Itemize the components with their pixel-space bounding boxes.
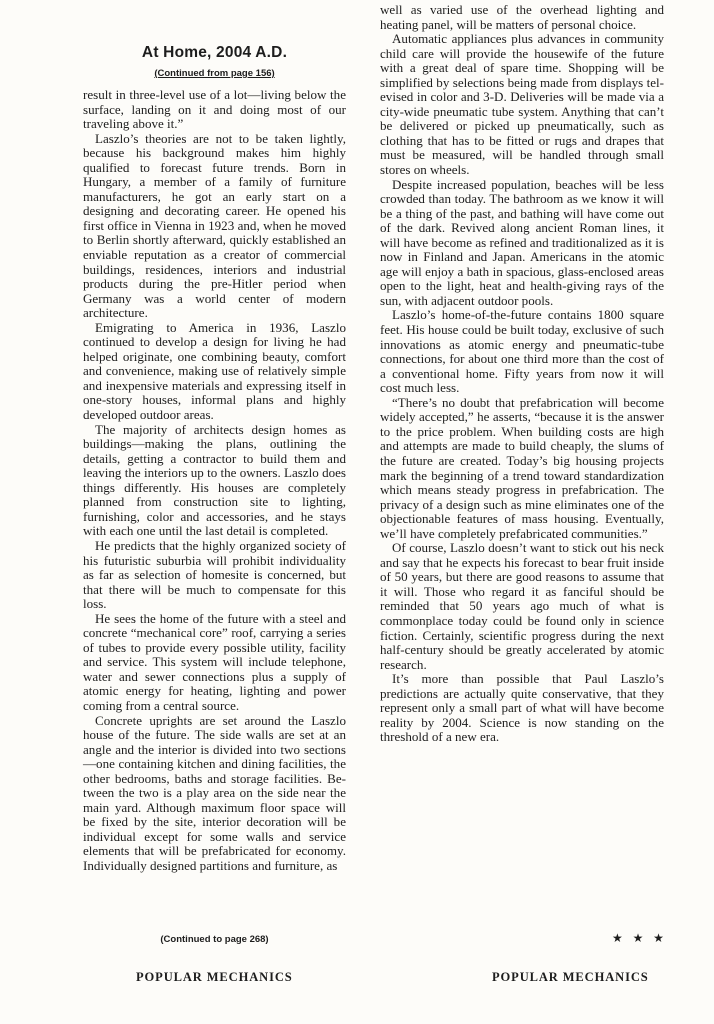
paragraph: Despite increased population, beaches will be less crowded than today. The bathroom as we know it will be a thing of the past, and bathing will have come out of the dark. Revived along ancient Roman lines, it will have become as refined and traditionalized as it is now in Finland and Japan. Americans in the atomic age will enjoy a bath in spacious, glass-enclosed areas open to the light, heat and health-giving rays of the sun, with adjacent outdoor pools. [380, 176, 664, 308]
end-mark-stars: ★ ★ ★ [612, 931, 667, 945]
article-title: At Home, 2004 A.D. [141, 44, 288, 61]
paragraph: Laszlo’s home-of-the-future contains 1800 square feet. His house could be built today, exclusive of such innovations as atomic energy and pneumatic-tube connections, for about one third more than the cost of a conventional home. Fifty years from now it will cost much less. [380, 307, 664, 396]
footer-right-magazine-name: POPULAR MECHANICS [492, 970, 649, 984]
paragraph: Emigrating to America in 1936, Laszlo continued to develop a design for living he had helped originate, one combining beauty, comfort and convenience, making use of relatively simple and inexpensive materials and expressing itself in one-story houses, informal plans and highly developed outdoor areas. [83, 319, 346, 423]
continued-to-note: (Continued to page 268) [160, 934, 269, 945]
paragraph: well as varied use of the overhead lighting and heating panel, will be matters of personal choice. [380, 2, 664, 32]
paragraph: The majority of architects design homes as buildings—making the plans, outlining the details, getting a contractor to build them and leaving the interiors up to the owners. Laszlo does things differently. His houses are completely planned from construction site to lighting, furnishing, color and accessories, and he stays with each one until the last detail is completed. [83, 421, 346, 539]
paragraph: result in three-level use of a lot—living below the surface, landing on it and doing most of our traveling above it.” [83, 87, 346, 132]
paragraph: He predicts that the highly organized society of his futuristic suburbia will prohibit individuality as far as selection of homesite is concerned, but that there will be much to compensate for this loss. [83, 537, 346, 612]
left-column [83, 88, 346, 874]
paragraph: Laszlo’s theories are not to be taken lightly, because his background makes him highly qualified to forecast future trends. Born in Hungary, a member of a family of furniture manufacturers, he got an early start on a designing and decorating career. He opened his first office in Vienna in 1923 and, when he moved to Berlin shortly afterward, quickly established an enviable reputation as a creator of commercial buildings, residences, interiors and industrial products during the pre-Hitler period when Germany was a world center of modern architecture. [83, 130, 346, 321]
paragraph: Of course, Laszlo doesn’t want to stick out his neck and say that he expects his forecast to bear fruit inside of 50 years, but there are good reasons to assume that it will. Those who regard it as fanciful should be reminded that 50 years ago much of what is commonplace today could be found only in science fiction. Certainly, scientific progress during the next half-century should be greatly accelerated by atomic research. [380, 540, 664, 672]
continued-from-text: (Continued from page 156) [154, 68, 275, 79]
right-column [380, 3, 664, 745]
paragraph: “There’s no doubt that prefabrication will become widely accepted,” he asserts, “because it is the answer to the price problem. When building costs are high and attempts are made to build cheaply, the slums of the future are created. Today’s big housing projects mark the beginning of a trend toward standardization which means steady progress in prefabrication. The privacy of a design such as mine eliminates one of the objectionable features of mass housing. Eventually, we’ll have completely prefabricated communities.” [380, 394, 664, 541]
continued-from-note [83, 68, 346, 79]
paragraph: It’s more than possible that Paul Laszlo’s predictions are actually quite conservative, that they represent only a small part of what will have become reality by 2004. Science is now standing on the threshold of a new era. [380, 671, 664, 745]
paragraph: He sees the home of the future with a steel and concrete “mechanical core” roof, carrying a series of tubes to provide every possible utility, facility and service. This system will include telephone, water and sewer connections plus a supply of atomic energy for heating, lighting and power coming from a central source. [83, 610, 346, 713]
paragraph: Concrete uprights are set around the Laszlo house of the future. The side walls are set at an angle and the interior is divided into two sections—one containing kitchen and dining facilities, the other bedrooms, baths and storage facilities. Between the two is a play area on the side near the main yard. Although maximum floor space will be fixed by the site, interior decoration will be individual except for some walls and service elements that will be prefabricated for economy. Individually designed partitions and furniture, as [83, 712, 346, 873]
paragraph: Automatic appliances plus advances in community child care will provide the housewife of the future with a great deal of spare time. Shopping will be simplified by selections being made from displays televised in color and 3-D. Deliveries will be made via a city-wide pneumatic tube system. Anything that can’t be delivered or picked up pneumatically, such as clothing that has to be fitted or rugs and drapes that must be measured, will be handled through small stores on wheels. [380, 31, 664, 178]
footer-left-magazine-name: POPULAR MECHANICS [136, 970, 293, 984]
